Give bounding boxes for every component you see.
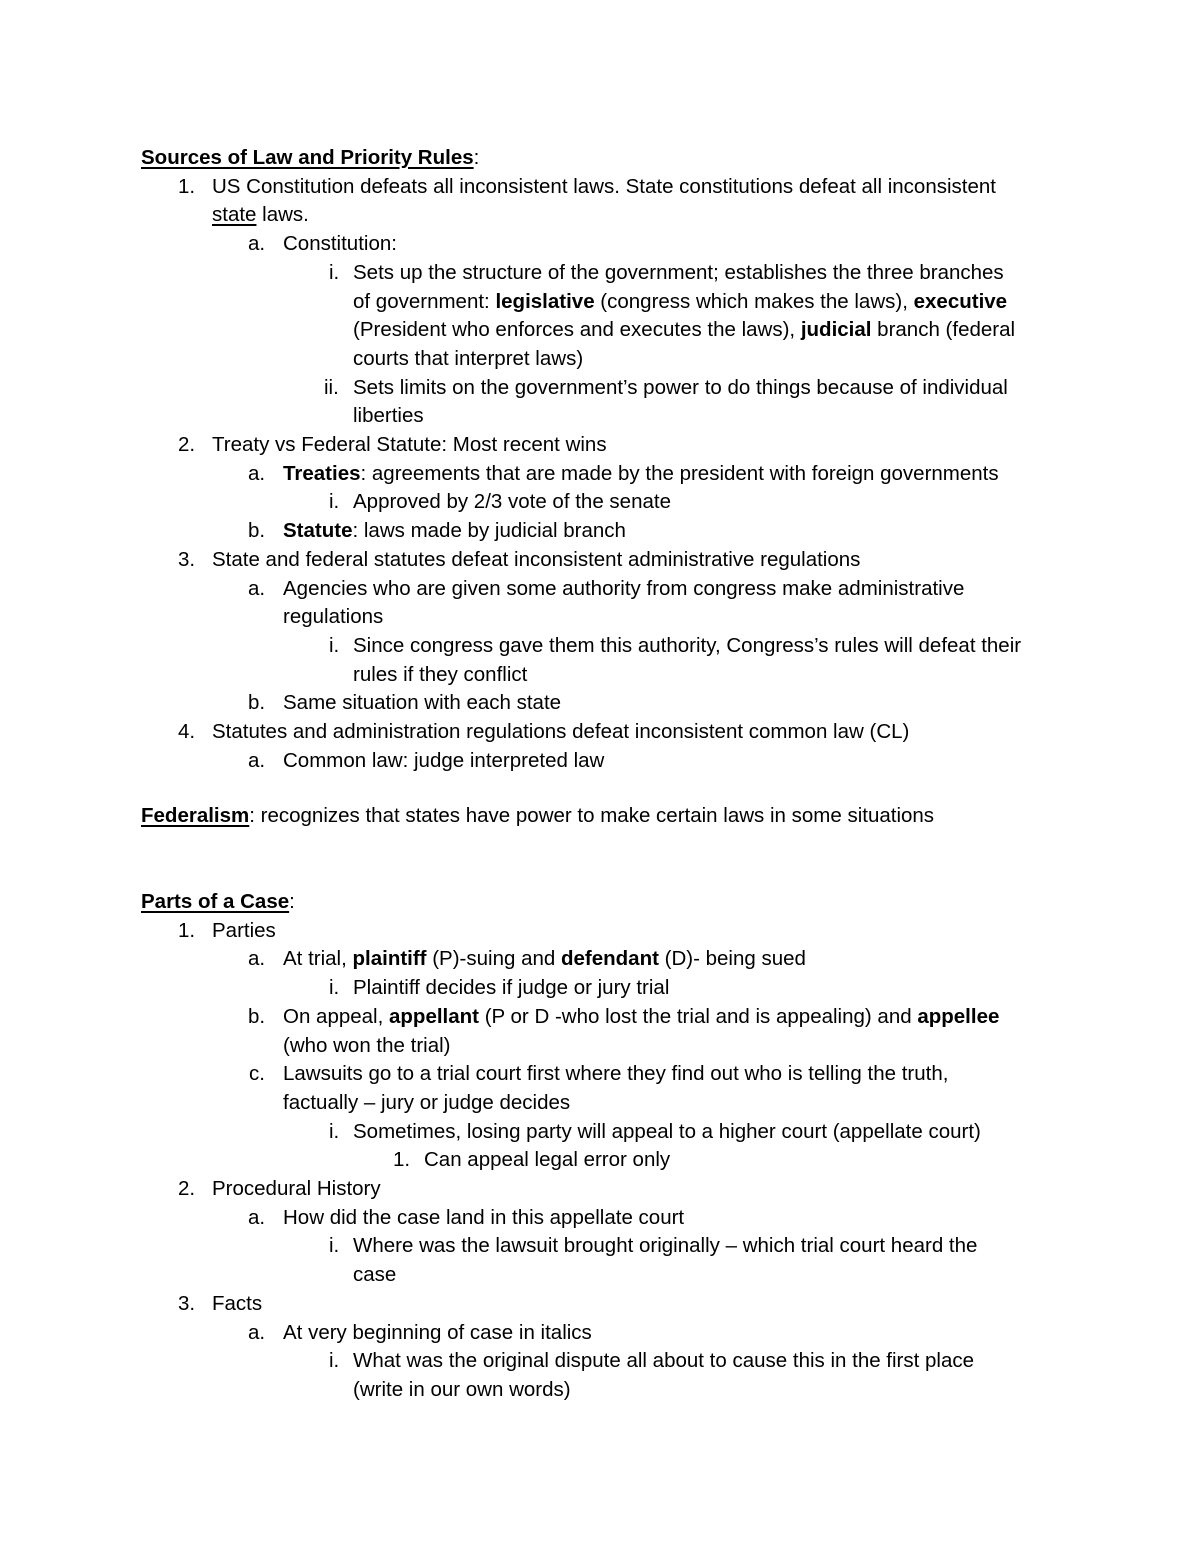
list-item-text [353,661,527,690]
section-heading [141,888,295,917]
list-item [0,488,1200,517]
list-marker: 2. [178,433,196,456]
list-item [0,1003,1200,1032]
bold-term: legislative [495,289,595,313]
list-item-text [353,316,1015,345]
list-item-text [212,201,309,230]
list-item [0,1204,1200,1233]
text-run: Statutes and administration regulations defeat inconsistent common law (CL) [212,720,910,743]
list-marker: i. [329,1349,340,1373]
text-run: State and federal statutes defeat inconsistent administrative regulations [212,547,861,571]
list-item-text [424,1146,670,1175]
text-run: branch (federal [871,318,1016,342]
text-run: factually – jury or judge decides [283,1090,571,1114]
list-item-text [212,546,860,575]
text-run: (who won the trial) [283,1033,451,1057]
bold-term: judicial [800,318,872,342]
bold-term: appellee [917,1004,1000,1028]
text-run: Approved by 2/3 vote of the senate [353,490,671,514]
list-item-text [353,402,424,431]
list-item-text [353,1118,981,1147]
text-run: laws. [256,203,309,227]
list-item [0,1175,1200,1204]
list-item-text [283,1032,450,1061]
list-item-text [283,1319,592,1348]
section-heading-tail: : recognizes that states have power to make certain laws in some situations [249,804,935,827]
text-run: On appeal, [283,1004,389,1028]
list-marker: i. [329,976,340,1000]
list-item-text [283,1089,570,1118]
list-item [0,374,1200,403]
list-marker: 1. [393,1148,411,1172]
list-marker: a. [248,947,266,971]
list-item-text [212,1290,262,1319]
list-item-text [212,1175,381,1204]
list-item [0,974,1200,1003]
section-heading-tail: : [289,890,295,913]
text-run: (President who enforces and executes the laws), [353,318,801,342]
list-item-text [353,345,583,374]
list-item [0,718,1200,747]
list-marker: b. [248,691,266,715]
list-item-text [353,632,1021,661]
list-marker: 1. [178,174,196,198]
text-run: Plaintiff decides if judge or jury trial [353,976,670,1000]
text-run: of government: [353,289,496,313]
text-run: (congress which makes the laws), [594,289,914,313]
text-run: liberties [353,404,424,428]
section-heading-tail: : [473,146,480,169]
list-item-text [353,1376,571,1405]
list-item-continuation [0,1032,1200,1061]
list-marker: i. [329,1234,340,1258]
list-item-text [353,288,1007,317]
text-run: What was the original dispute all about to cause this in the first place [353,1349,975,1373]
underlined-word: state [212,203,257,227]
list-item [0,517,1200,546]
list-item [0,1290,1200,1319]
list-item [0,917,1200,946]
list-marker: a. [248,576,266,600]
list-item [0,945,1200,974]
list-item [0,1118,1200,1147]
bold-term: plaintiff [352,947,427,971]
list-marker: b. [248,1004,266,1028]
list-item-text [353,1347,974,1376]
list-item-text [212,917,276,946]
list-item-text [212,173,996,202]
text-run: At very beginning of case in italics [283,1320,592,1344]
text-run: regulations [283,605,384,629]
list-item-text [283,1204,684,1233]
list-item-text [353,1232,977,1261]
text-run: Since congress gave them this authority, Congress’s rules will defeat their [353,633,1022,657]
list-item-continuation [0,345,1200,374]
list-marker: a. [248,461,266,485]
list-item-text [283,517,626,546]
text-run: : laws made by judicial branch [352,519,626,543]
list-item-continuation [0,1089,1200,1118]
list-marker: i. [329,1119,340,1143]
text-run: (P)-suing and [426,947,561,971]
list-item-text [353,1261,396,1290]
list-item-text [283,575,964,604]
bold-term: appellant [389,1004,479,1028]
list-item-continuation [0,603,1200,632]
list-item-text [283,1060,948,1089]
text-run: (P or D -who lost the trial and is appealing) and [479,1004,918,1028]
list-item-text [353,488,671,517]
text-run: Sets up the structure of the government; establishes the three branches [353,260,1004,284]
list-marker: ii. [324,375,339,399]
text-run: Parties [212,918,276,942]
list-marker: 1. [178,918,196,942]
text-run: Facts [212,1291,263,1315]
list-marker: 3. [178,547,196,571]
text-run: Can appeal legal error only [424,1148,671,1172]
list-item-text [353,374,1008,403]
list-item [0,575,1200,604]
list-item-text [353,259,1004,288]
list-item [0,632,1200,661]
bold-term: Treaties [283,461,361,485]
list-item-text [283,747,604,776]
text-run: Treaty vs Federal Statute: Most recent wins [212,433,607,456]
list-item-text [353,974,669,1003]
list-item [0,230,1200,259]
text-run: Same situation with each state [283,691,562,715]
text-run: Sets limits on the government’s power to do things because of individual [353,375,1008,399]
list-item [0,1146,1200,1175]
list-item-continuation [0,316,1200,345]
text-run: (write in our own words) [353,1377,571,1401]
list-marker: a. [248,232,266,256]
list-item [0,460,1200,489]
list-item [0,546,1200,575]
text-run: rules if they conflict [353,662,528,686]
text-run: Constitution: [283,232,397,256]
list-marker: 4. [178,720,196,743]
list-item [0,1319,1200,1348]
list-marker: 2. [178,1177,196,1200]
list-item-text [283,689,561,718]
text-run: courts that interpret laws) [353,346,584,370]
list-item-continuation [0,1376,1200,1405]
bold-term: Statute [283,519,353,543]
list-marker: i. [329,633,340,657]
list-item-text [283,460,999,489]
text-run: Common law: judge interpreted law [283,748,605,772]
text-run: case [353,1263,397,1287]
list-marker: i. [329,490,340,514]
list-marker: 3. [178,1291,196,1315]
text-run: Where was the lawsuit brought originally – which trial court heard the [353,1234,978,1258]
list-item [0,689,1200,718]
list-item [0,431,1200,460]
section-heading-title: Federalism [141,804,250,827]
list-item-continuation [0,402,1200,431]
list-item [0,259,1200,288]
list-item-text [283,603,383,632]
bold-term: executive [913,289,1008,313]
text-run: Lawsuits go to a trial court first where they find out who is telling the truth, [283,1062,949,1086]
list-marker: b. [248,519,266,543]
list-item-text [283,945,806,974]
section-heading [141,802,934,831]
list-marker: i. [329,260,340,284]
text-run: (D)- being sued [658,947,806,971]
list-item-continuation [0,661,1200,690]
section-heading-title: Parts of a Case [141,890,290,913]
list-item-continuation [0,288,1200,317]
text-run: At trial, [283,947,353,971]
list-item-text [212,718,909,747]
list-item [0,747,1200,776]
list-item [0,1060,1200,1089]
list-marker: a. [248,748,266,772]
list-item-continuation [0,1261,1200,1290]
text-run: Procedural History [212,1177,381,1200]
list-item-text [283,230,397,259]
text-run: Agencies who are given some authority from congress make administrative [283,576,965,600]
list-marker: a. [248,1320,266,1344]
list-marker: a. [248,1205,266,1229]
section-heading [141,144,479,173]
list-item [0,1232,1200,1261]
text-run: : agreements that are made by the president with foreign governments [360,461,999,485]
list-item [0,173,1200,202]
section-heading-title: Sources of Law and Priority Rules [141,146,474,169]
text-run: How did the case land in this appellate court [283,1205,685,1229]
text-run: US Constitution defeats all inconsistent laws. State constitutions defeat all inconsistent [212,174,996,198]
bold-term: defendant [560,947,659,971]
list-item [0,1347,1200,1376]
text-run: Sometimes, losing party will appeal to a higher court (appellate court) [353,1119,981,1143]
list-marker: c. [249,1062,265,1086]
list-item-text [212,431,607,460]
list-item-text [283,1003,999,1032]
list-item-continuation [0,201,1200,230]
